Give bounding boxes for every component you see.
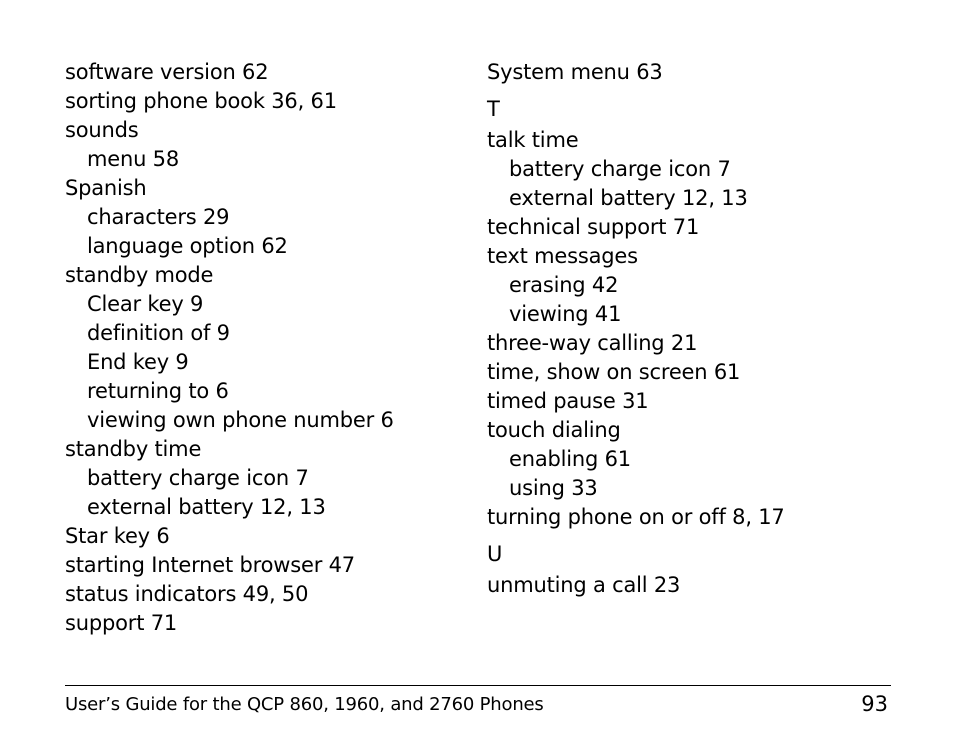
index-column-left — [65, 58, 475, 638]
index-subentry: returning to 6 — [87, 379, 229, 403]
index-entry: three-way calling 21 — [487, 331, 698, 355]
index-entry: Star key 6 — [65, 524, 170, 548]
index-subentry: viewing own phone number 6 — [87, 408, 394, 432]
index-subentry: external battery 12, 13 — [509, 186, 748, 210]
index-subentry: battery charge icon 7 — [87, 466, 309, 490]
footer-rule — [65, 685, 891, 686]
index-letter-heading: U — [487, 542, 503, 566]
index-entry: status indicators 49, 50 — [65, 582, 309, 606]
index-entry: sounds — [65, 118, 139, 142]
index-entry: software version 62 — [65, 60, 269, 84]
index-subentry: erasing 42 — [509, 273, 619, 297]
index-letter-heading: T — [487, 97, 500, 121]
index-subentry: viewing 41 — [509, 302, 622, 326]
index-entry: turning phone on or off 8, 17 — [487, 505, 785, 529]
index-entry: time, show on screen 61 — [487, 360, 741, 384]
index-entry: talk time — [487, 128, 579, 152]
index-entry: standby time — [65, 437, 202, 461]
index-subentry: external battery 12, 13 — [87, 495, 326, 519]
footer-title: User’s Guide for the QCP 860, 1960, and 2760 Phones — [65, 694, 544, 715]
index-entry: technical support 71 — [487, 215, 700, 239]
index-entry: sorting phone book 36, 61 — [65, 89, 337, 113]
page-number: 93 — [861, 692, 888, 716]
index-entry: System menu 63 — [487, 60, 663, 84]
index-subentry: definition of 9 — [87, 321, 230, 345]
index-subentry: characters 29 — [87, 205, 230, 229]
index-entry: standby mode — [65, 263, 214, 287]
index-subentry: language option 62 — [87, 234, 288, 258]
index-entry: text messages — [487, 244, 638, 268]
index-subentry: End key 9 — [87, 350, 189, 374]
index-entry: support 71 — [65, 611, 178, 635]
index-subentry: menu 58 — [87, 147, 179, 171]
index-entry: starting Internet browser 47 — [65, 553, 355, 577]
index-column-right — [487, 58, 907, 600]
index-subentry: battery charge icon 7 — [509, 157, 731, 181]
index-subentry: enabling 61 — [509, 447, 631, 471]
index-entry: timed pause 31 — [487, 389, 649, 413]
index-entry: touch dialing — [487, 418, 621, 442]
index-subentry: Clear key 9 — [87, 292, 204, 316]
index-entry: unmuting a call 23 — [487, 573, 681, 597]
index-entry: Spanish — [65, 176, 147, 200]
index-subentry: using 33 — [509, 476, 598, 500]
